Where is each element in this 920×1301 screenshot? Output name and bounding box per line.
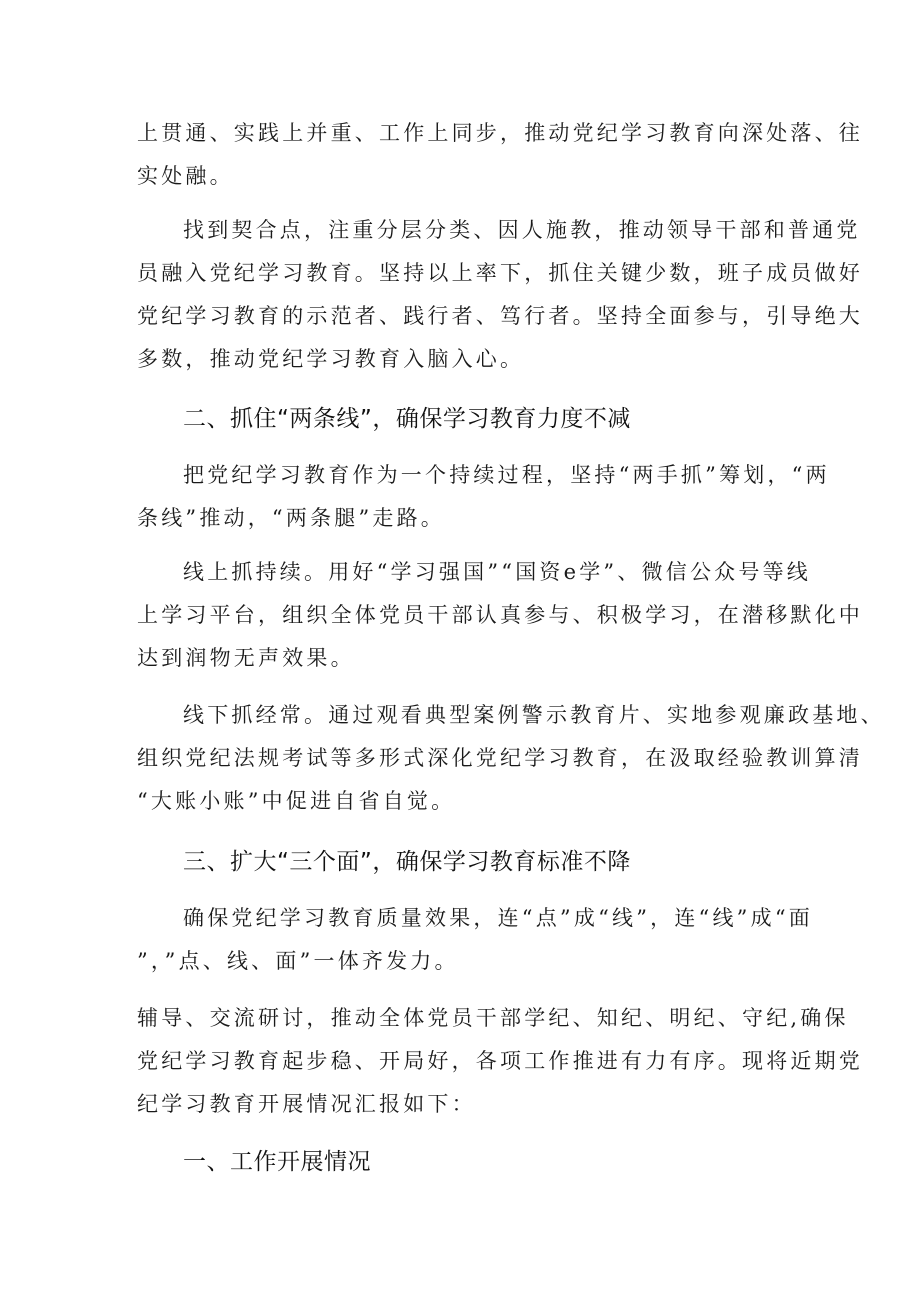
paragraph-2-line-4: 多数，推动党纪学习教育入脑入心。 <box>137 347 525 371</box>
paragraph-7-line-1: 辅导、交流研讨，推动全体党员干部学纪、知纪、明纪、守纪,确保 <box>137 1006 849 1030</box>
paragraph-2-line-3: 党纪学习教育的示范者、践行者、笃行者。坚持全面参与，引导绝大 <box>137 304 863 328</box>
paragraph-7-line-3: 纪学习教育开展情况汇报如下： <box>137 1092 476 1116</box>
paragraph-1-line-2: 实处融。 <box>137 164 234 188</box>
paragraph-2-line-2: 员融入党纪学习教育。坚持以上率下，抓住关键少数，班子成员做好 <box>137 261 863 285</box>
section-heading-1: 一、工作开展情况 <box>183 1149 371 1175</box>
paragraph-5-line-1: 线下抓经常。通过观看典型案例警示教育片、实地参观廉政基地、 <box>183 703 885 727</box>
section-heading-2: 二、抓住“两条线”，确保学习教育力度不减 <box>183 406 631 432</box>
paragraph-4-line-3: 达到润物无声效果。 <box>137 646 355 670</box>
paragraph-5-line-2: 组织党纪法规考试等多形式深化党纪学习教育，在汲取经验教训算清 <box>137 746 863 770</box>
paragraph-3-line-2: 条线”推动，“两条腿”走路。 <box>137 506 446 530</box>
paragraph-6-line-2: ”，”点、线、面”一体齐发力。 <box>137 949 459 973</box>
paragraph-4-line-1: 线上抓持续。用好“学习强国”“国资e学”、微信公众号等线 <box>183 560 811 584</box>
paragraph-6-line-1: 确保党纪学习教育质量效果，连“点”成“线”，连“线”成“面 <box>183 906 813 930</box>
section-heading-3: 三、扩大“三个面”，确保学习教育标准不降 <box>183 849 631 875</box>
paragraph-1-line-1: 上贯通、实践上并重、工作上同步，推动党纪学习教育向深处落、往 <box>137 121 863 145</box>
paragraph-2-line-1: 找到契合点，注重分层分类、因人施教，推动领导干部和普通党 <box>183 218 861 242</box>
paragraph-5-line-3: “大账小账”中促进自省自觉。 <box>137 789 456 813</box>
paragraph-7-line-2: 党纪学习教育起步稳、开局好，各项工作推进有力有序。现将近期党 <box>137 1049 863 1073</box>
paragraph-3-line-1: 把党纪学习教育作为一个持续过程，坚持“两手抓”筹划，“两 <box>183 463 830 487</box>
paragraph-4-line-2: 上学习平台，组织全体党员干部认真参与、积极学习，在潜移默化中 <box>137 603 863 627</box>
